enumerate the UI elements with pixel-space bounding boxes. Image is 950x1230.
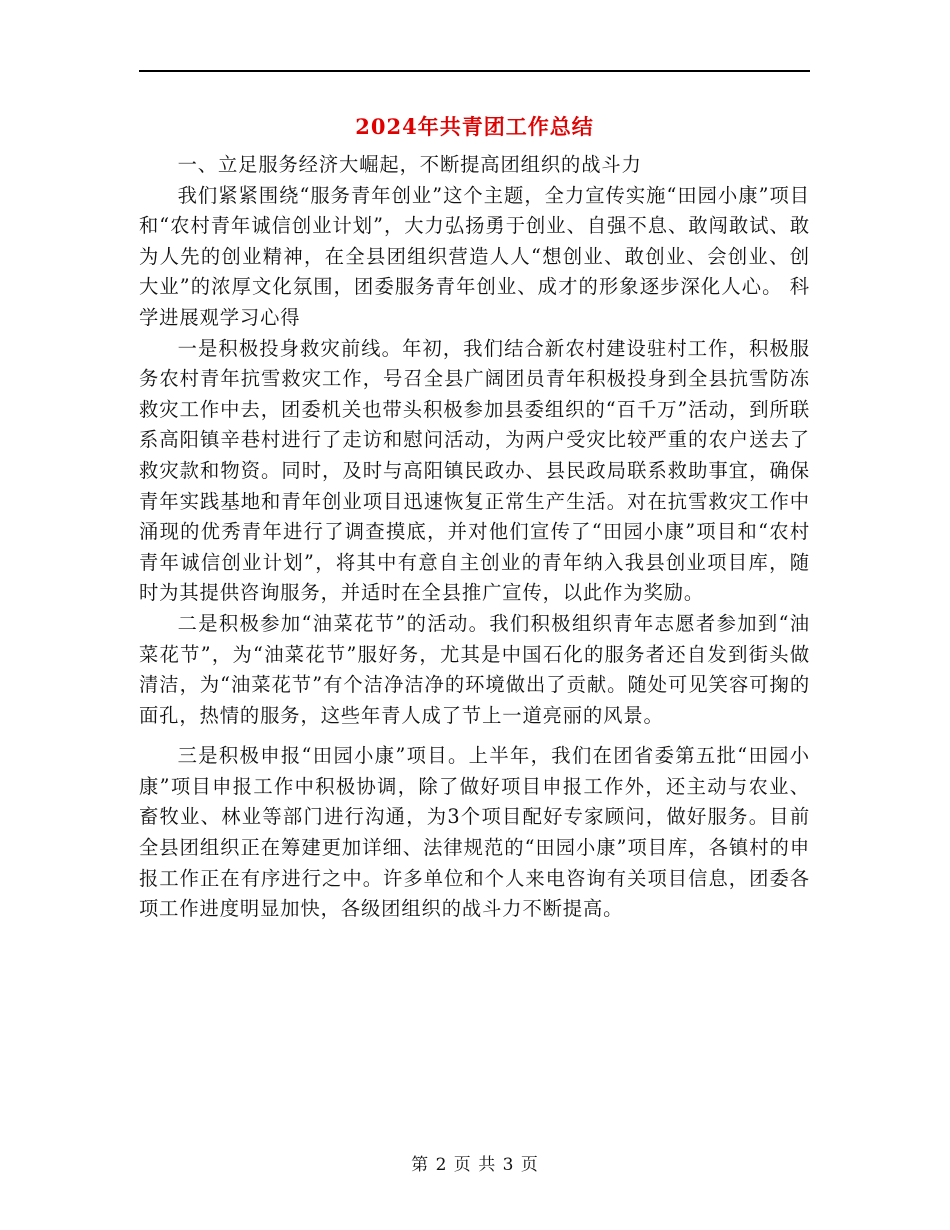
paragraph-rapeseed-festival: 二是积极参加“油菜花节”的活动。我们积极组织青年志愿者参加到“油菜花节”，为“油菜花节”服好务，尤其是中国石化的服务者还自发到街头做清洁，为“油菜花节”有个洁净洁净的环境做出了贡献。随处可见笑容可掬的面孔，热情的服务，这些年青人成了节上一道亮丽的风景。	[139, 611, 810, 727]
paragraph-disaster-relief: 一是积极投身救灾前线。年初，我们结合新农村建设驻村工作，积极服务农村青年抗雪救灾工作，号召全县广阔团员青年积极投身到全县抗雪防冻救灾工作中去，团委机关也带头积极参加县委组织的“百千万”活动，到所联系高阳镇辛巷村进行了走访和慰问活动，为两户受灾比较严重的农户送去了救灾款和物资。同时，及时与高阳镇民政办、县民政局联系救助事宜，确保青年实践基地和青年创业项目迅速恢复正常生产生活。对在抗雪救灾工作中涌现的优秀青年进行了调查摸底，并对他们宣传了“田园小康”项目和“农村青年诚信创业计划”，将其中有意自主创业的青年纳入我县创业项目库，随时为其提供咨询服务，并适时在全县推广宣传，以此作为奖励。	[139, 336, 810, 605]
header-rule	[139, 70, 810, 72]
page-number: 第 2 页 共 3 页	[411, 1155, 539, 1175]
document-title: 2024年共青团工作总结	[355, 114, 594, 139]
paragraph-project-application: 三是积极申报“田园小康”项目。上半年，我们在团省委第五批“田园小康”项目申报工作中积极协调，除了做好项目申报工作外，还主动与农业、畜牧业、林业等部门进行沟通，为3个项目配好专家顾问，做好服务。目前全县团组织正在筹建更加详细、法律规范的“田园小康”项目库，各镇村的申报工作正在有序进行之中。许多单位和个人来电咨询有关项目信息，团委各项工作进度明显加快，各级团组织的战斗力不断提高。	[139, 744, 810, 921]
document-body	[139, 150, 810, 925]
section-heading: 一、立足服务经济大崛起，不断提高团组织的战斗力	[177, 153, 642, 176]
paragraph-intro: 我们紧紧围绕“服务青年创业”这个主题，全力宣传实施“田园小康”项目和“农村青年诚信创业计划”，大力弘扬勇于创业、自强不息、敢闯敢试、敢为人先的创业精神，在全县团组织营造人人“想创业、敢创业、会创业、创大业”的浓厚文化氛围，团委服务青年创业、成才的形象逐步深化人心。 科学进展观学习心得	[139, 183, 810, 329]
